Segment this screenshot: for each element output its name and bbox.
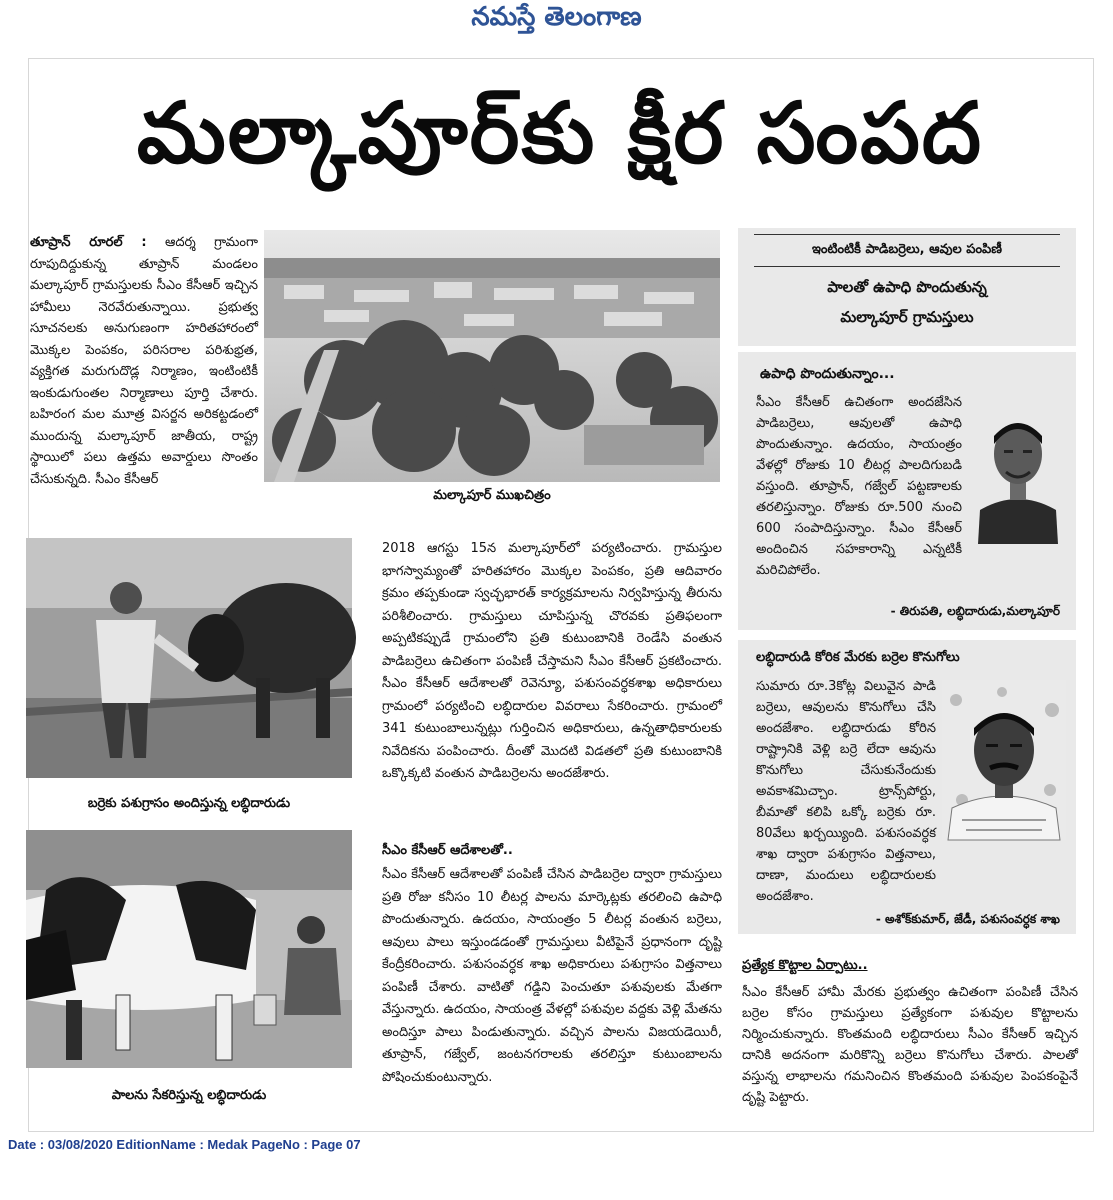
portrait-image <box>942 680 1066 840</box>
quote2-text: సుమారు రూ.3కోట్ల విలువైన పాడి బర్రెలు, ఆవులను కొనుగోలు చేసి అందజేశాం. లబ్ధిదారుడు కోరిన రాష్ట్రానికి వెళ్లి బర్రె లేదా ఆవును కొనుగోలు చేసుకునేందుకు అవకాశమిచ్చాం. ట్రాన్స్‌పోర్టు, బీమాతో కలిపి ఒక్కో బర్రెకు రూ. 80వేలు ఖర్చయ్యింది. పశుసంవర్ధక శాఖ ద్వారా పశుగ్రాసం విత్తనాలు, దాణా, మందులు లబ్ధిదారులకు అందజేశాం. <box>756 679 936 904</box>
highlight-line-1: ఇంటింటికీ పాడిబర్రెలు, ఆవుల పంపిణీ <box>811 242 1003 257</box>
highlight-line-3: మల్కాపూర్ గ్రామస్తులు <box>840 308 974 326</box>
middle-column-top <box>382 538 722 844</box>
dateline: తూప్రాన్ రూరల్ : <box>30 235 147 250</box>
ashok-kumar-portrait <box>942 680 1066 840</box>
village-photo-image <box>264 230 720 482</box>
middle-paragraph-2: సీఎం కేసీఆర్ ఆదేశాలతో పంపిణీ చేసిన పాడిబర్రెల ద్వారా గ్రామస్తులు ప్రతి రోజు కనీసం 10 లీటర్ల పాలను మార్కెట్లకు తరలించి ఉపాధి పొందుతున్నారు. ఉదయం, సాయంత్రం 5 లీటర్ల వంతున బర్రెలు, ఆవులు పాలు ఇస్తుండడంతో గ్రామస్తులు వీటిపైనే ప్రధానంగా దృష్టి కేంద్రీకరించారు. పశుసంవర్ధక శాఖ అధికారులు పశుగ్రాసం విత్తనాలు పంపిణీ చేశారు. వాటితో గడ్డిని పెంచుతూ పశువులకు మేతగా వేస్తున్నారు. ఉదయం, సాయంత్ర వేళల్లో పశువుల వద్దకు వెళ్లి మేతను అందిస్తూ పాలు పిండుతున్నారు. వచ్చిన పాలను విజయడెయిరీ, తూప్రాన్, గజ్వేల్, జంటనగరాలకు తరలిస్తూ కుటుంబాలను పోషించుకుంటున్నారు. <box>382 867 722 1085</box>
divider <box>754 234 1060 235</box>
middle-subhead: సీఎం కేసీఆర్ ఆదేశాలతో.. <box>382 843 513 858</box>
milking-photo <box>26 830 352 1068</box>
village-photo-caption: మల్కాపూర్ ముఖచిత్రం <box>433 488 551 503</box>
quote2-title: లబ్ధిదారుడి కోరిక మేరకు బర్రెల కొనుగోలు <box>756 650 960 665</box>
portrait-image <box>970 392 1066 544</box>
cow-feeding-caption: బర్రెకు పశుగ్రాసం అందిస్తున్న లబ్ధిదారుడు <box>87 796 291 811</box>
tirupathi-portrait <box>970 392 1066 544</box>
quote1-title: ఉపాధి పొందుతున్నాం... <box>760 366 895 382</box>
quote2-signature: - అశోక్‌కుమార్, జేడీ, పశుసంవర్ధక శాఖ <box>875 912 1060 926</box>
paper-name: నమస్తే తెలంగాణ <box>471 2 642 32</box>
quote-box-1 <box>738 352 1076 630</box>
quote1-text-top <box>756 392 962 578</box>
cow-feeding-photo <box>26 538 352 778</box>
milking-image <box>26 830 352 1068</box>
headline: మల్కాపూర్‌కు క్షీర సంపద <box>136 84 984 182</box>
intro-column <box>30 232 258 524</box>
milking-caption: పాలను సేకరిస్తున్న లబ్ధిదారుడు <box>111 1088 267 1103</box>
intro-text: ఆదర్శ గ్రామంగా రూపుదిద్దుకున్న తూప్రాన్ మండలం మల్కాపూర్ గ్రామస్తులకు సీఎం కేసీఆర్ ఇచ్చిన హామీలు నెరవేరుతున్నాయి. ప్రభుత్వ సూచనలకు అనుగుణంగా హరితహారంలో మొక్కల పెంపకం, పరిసరాల పరిశుభ్రత, వ్యక్తిగత మరుగుదొడ్ల నిర్మాణం, ఇంటింటికీ ఇంకుడుగుంతల నిర్మాణాలు పూర్తి చేశారు. బహిరంగ మల మూత్ర విసర్జన అరికట్టడంలో ముందున్న మల్కాపూర్ జాతీయ, రాష్ట్ర స్థాయిలో పలు ఉత్తమ అవార్డులు సొంతం చేసుకున్నది. సీఎం కేసీఆర్ <box>30 235 258 487</box>
edition-footer: Date : 03/08/2020 EditionName : Medak PageNo : Page 07 <box>8 1137 361 1152</box>
village-photo <box>264 230 720 482</box>
sheds-text: సీఎం కేసీఆర్ హామీ మేరకు ప్రభుత్వం ఉచితంగా పంపిణీ చేసిన బర్రెల కోసం గ్రామస్తులు ప్రత్యేకంగా పశువుల కొట్టాలను నిర్మించుకున్నారు. కొంతమంది లబ్ధిదారులు సీఎం కేసీఆర్ ఇచ్చిన దానికి అదనంగా మరికొన్ని బర్రెలు కొనుగోలు చేశారు. పాలతో వస్తున్న లాభాలను గమనించిన కొంతమంది పశువుల పెంపకంపైనే దృష్టి పెట్టారు. <box>742 985 1078 1105</box>
divider <box>754 266 1060 267</box>
sheds-column <box>742 982 1078 1126</box>
cow-feeding-image <box>26 538 352 778</box>
quote1-text: సీఎం కేసీఆర్ ఉచితంగా అందజేసిన పాడిబర్రెలు, ఆవులతో ఉపాధి పొందుతున్నాం. ఉదయం, సాయంత్రం వేళల్లో రోజుకు 10 లీటర్ల పాలదిగుబడి వస్తుంది. తూప్రాన్, గజ్వేల్ పట్టణాలకు తరలిస్తున్నాం. రోజుకు రూ.500 నుంచి 600 సంపాదిస్తున్నాం. సీఎం కేసీఆర్ అందించిన సహకారాన్ని ఎన్నటికీ మరిచిపోలేం. <box>756 395 962 578</box>
highlight-line-2: పాలతో ఉపాధి పొందుతున్న <box>827 278 987 296</box>
masthead <box>0 0 1113 40</box>
quote2-text-block <box>756 676 936 904</box>
quote1-text-bottom <box>756 542 1060 606</box>
highlight-box <box>738 228 1076 346</box>
middle-column-bottom <box>382 864 722 1122</box>
quote-box-2 <box>738 640 1076 934</box>
sheds-title: ప్రత్యేక కొట్టాల ఏర్పాటు.. <box>742 958 868 973</box>
middle-paragraph-1: 2018 ఆగస్టు 15న మల్కాపూర్‌లో పర్యటించారు. గ్రామస్తుల భాగస్వామ్యంతో హరితహారం మొక్కల పెంపకం, ప్రతి ఆదివారం క్రమం తప్పకుండా స్వచ్ఛభారత్ కార్యక్రమాలను నిర్వహిస్తున్న తీరును పరిశీలించారు. గ్రామస్తులు చూపిస్తున్న చొరవకు ప్రతిఫలంగా అప్పటికప్పుడే గ్రామంలోని ప్రతి కుటుంబానికి రెండేసి వంతున పాడిబర్రెలు ఉచితంగా పంపిణీ చేస్తామని సీఎం కేసీఆర్ ప్రకటించారు. సీఎం కేసీఆర్ ఆదేశాలతో రెవెన్యూ, పశుసంవర్ధకశాఖ అధికారులు గ్రామంలో పర్యటించి లబ్ధిదారుల వివరాలు సేకరించారు. గ్రామంలో 341 కుటుంబాలున్నట్లు గుర్తించిన అధికారులు, ఉన్నతాధికారులకు నివేదికను పంపించారు. దీంతో మొదటి విడతలో ప్రతి కుటుంబానికి ఒక్కొక్కటి వంతున పాడిబర్రెలను అందజేశారు. <box>382 541 722 781</box>
quote1-signature: - తిరుపతి, లబ్ధిదారుడు,మల్కాపూర్ <box>890 604 1060 618</box>
